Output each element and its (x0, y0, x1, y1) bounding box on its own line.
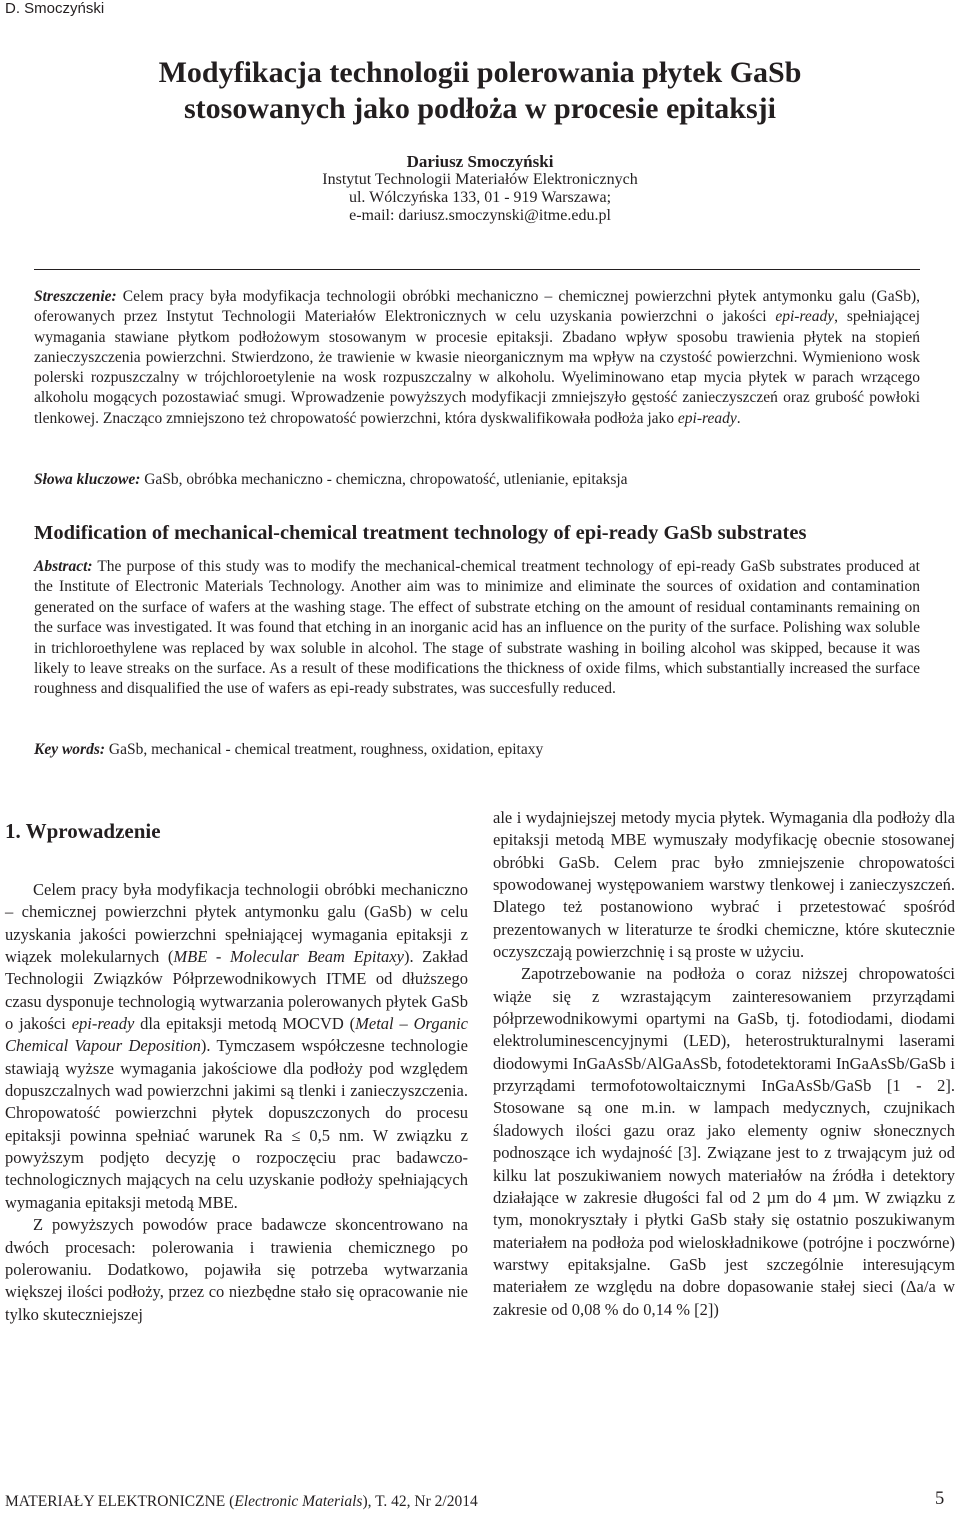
abstract-en (34, 557, 920, 700)
abstract-en-label: Abstract: (34, 558, 93, 575)
left-p1-text-b: ). Zakład Technologii Związków Półprzewodnikowych ITME od dłuższego czasu dysponuje technologią wytwarzania polerowanych płytek GaSb o jakości (5, 947, 468, 1034)
abstract-en-text: The purpose of this study was to modify the mechanical-chemical treatment technology of epi-ready GaSb substrates produced at the Institute of Electronic Materials Technology. Another aim was to minimize and eliminate the sources of oxidation and contamination generated on the surface of wafers at the washing stage. The effect of substrate etching on the amount of residual contaminants remaining on the surface was investigated. It was found that etching in an inorganic acid has an influence on the purity of the surface. Polishing wax soluble in trichloroethylene was replaced by wax soluble in alcohol. The stage of substrate washing in boiling alcohol was skipped, because it was likely to leave streaks on the surface. As a result of these modifications the thickness of oxide films, which substantially increased the surface roughness and disqualified the use of wafers as epi-ready substrates, was succesfully reduced. (34, 558, 920, 698)
left-p1-text-a: Celem pracy była modyfikacja technologii obróbki mechaniczno – chemicznej powierzchni płytek antymonku galu (GaSb) w celu uzyskania jakości powierzchni spełniającej wymagania epitaksji z wiązek molekularnych ( (5, 880, 468, 967)
keywords-pl-label: Słowa kluczowe: (34, 471, 141, 488)
abstract-pl-epi-ready-1: epi-ready (775, 308, 835, 326)
keywords-en-label: Key words: (34, 741, 106, 758)
left-column (5, 879, 468, 1326)
keywords-pl (34, 470, 920, 490)
journal-name-b: ), T. 42, Nr 2/2014 (362, 1493, 478, 1510)
keywords-en (34, 740, 920, 760)
page-title (40, 55, 920, 127)
keywords-en-text: GaSb, mechanical - chemical treatment, roughness, oxidation, epitaxy (105, 741, 544, 758)
author-institute: Instytut Technologii Materiałów Elektronicznych (322, 171, 638, 188)
left-p1-text-c: dla epitaksji metodą MOCVD ( (134, 1014, 356, 1034)
title-line-1: Modyfikacja technologii polerowania płytek GaSb (158, 56, 802, 89)
abstract-pl-text-2: , spełniającej wymagania stawiane płytkom podłożowym stosowanym w procesie epitaksji. Zbadano wpływ sposobu trawienia płytek na stopień zanieczyszczenia powierzchni. Stwierdzono, że trawienie w kwasie nieorganicznym ma wpływ na czystość powierzchni. Wymieniono wosk polerski rozpuszczalny w trójchloroetylenie na wosk rozpuszczalny w alkoholu. Wyeliminowano etap mycia płytek w parach wrzącego alkoholu mogących pozostawiać smugi. Wprowadzenie powyższych modyfikacji zmniejszyło gęstość zanieczyszczeń oraz grubość powłoki tlenkowej. Znacząco zmniejszono też chropowatość powierzchni, która dyskwalifikowała podłoża jako (34, 308, 920, 427)
right-paragraph-2: Zapotrzebowanie na podłoża o coraz niższej chropowatości wiąże się z wzrastającym zainteresowaniem przyrządami półprzewodnikowymi opartymi na GaSb, tj. fotodiodami, diodami elektroluminescencyjnymi (LED), heterostrukturalnymi laserami diodowymi InGaAsSb/AlGaAsSb, fotodetektorami InGaAsSb/GaSb i przyrządami termofotowoltaicznymi InGaAsSb/GaSb [1 - 2]. Stosowane są one m.in. w lampach medycznych, czujnikach śladowych ilości gazu oraz jako elementy ogniw słonecznych podnoszące ich wydajność [3]. Związane jest to z trwającym już od kilku lat poszukiwaniem nowych materiałów na źródła i detektory działające w zakresie długości fal od 2 µm do 4 µm. W związku z tym, monokryształy i płytki GaSb stały się ostatnio poszukiwanym materiałem na podłoża pod wieloskładnikowe (potrójne i poczwórne) warstwy epitaksjalne. GaSb jest szczególnie interesującym materiałem ze względu na dobre dopasowanie stałej sieci (Δa/a w zakresie od 0,08 % do 0,14 % [2]) (493, 964, 955, 1319)
left-paragraph-2: Z powyższych powodów prace badawcze skoncentrowano na dwóch procesach: polerowania i trawienia chemicznego po polerowaniu. Dodatkowo, pojawiła się potrzeba wytwarzania większej ilości podłoży, przez co niezbędne stało się opracowanie nie tylko skuteczniejszej (5, 1215, 468, 1324)
left-p1-epi-ready: epi-ready (71, 1014, 135, 1034)
abstract-pl-end: . (736, 409, 741, 427)
right-column (493, 807, 955, 1321)
left-paragraph-1 (5, 879, 468, 1214)
author-block (40, 153, 920, 225)
page-number: 5 (935, 1489, 945, 1509)
journal-name-a: MATERIAŁY ELEKTRONICZNE ( (5, 1493, 235, 1510)
keywords-pl-text: GaSb, obróbka mechaniczno - chemiczna, chropowatość, utlenianie, epitaksja (140, 471, 628, 488)
english-title: Modification of mechanical-chemical treatment technology of epi-ready GaSb substrates (34, 522, 807, 544)
journal-footer (5, 1493, 478, 1511)
journal-name-en: Electronic Materials (234, 1493, 363, 1510)
author-email: e-mail: dariusz.smoczynski@itme.edu.pl (349, 207, 611, 224)
section-heading: 1. Wprowadzenie (5, 819, 161, 843)
abstract-pl-epi-ready-2: epi-ready (677, 409, 737, 427)
abstract-pl-text-1: Celem pracy była modyfikacja technologii obróbki mechaniczno – chemicznej powierzchni płytek antymonku galu (GaSb), oferowanych przez Instytut Technologii Materiałów Elektronicznych w celu uzyskania powierzchni o jakości (34, 288, 920, 326)
abstract-pl (34, 287, 920, 429)
abstract-pl-label: Streszczenie: (34, 288, 117, 305)
section-divider (34, 269, 920, 270)
running-head: D. Smoczyński (5, 0, 105, 17)
left-p1-mbe: MBE - Molecular Beam Epitaxy (173, 947, 404, 967)
left-p1-mocvd: Metal – Organic Chemical Vapour Deposition (5, 1014, 468, 1056)
author-address: ul. Wólczyńska 133, 01 - 919 Warszawa; (348, 189, 612, 206)
author-name: Dariusz Smoczyński (406, 152, 554, 171)
title-line-2: stosowanych jako podłoża w procesie epitaksji (184, 92, 776, 125)
left-p1-text-d: ). Tymczasem współczesne technologie stawiają wyższe wymagania jakościowe dla podłoży pod względem dopuszczalnych wad powierzchni jakimi są tlenki i zanieczyszczenia. Chropowatość powierzchni płytek dopuszczonych do procesu epitaksji powinna spełniać warunek Ra ≤ 0,5 nm. W związku z powyższym podjęto decyzję o rozpoczęciu prac badawczo-technologicznych mających na celu uzyskanie podłoży spełniających wymagania epitaksji metodą MBE. (5, 1036, 468, 1212)
right-paragraph-1: ale i wydajniejszej metody mycia płytek. Wymagania dla podłoży dla epitaksji metodą MBE wymuszały modyfikację obecnie stosowanej obróbki GaSb. Celem prac było zmniejszenie chropowatości spowodowanej występowaniem warstwy tlenkowej i zanieczyszczeń. Dlatego też postanowiono wybrać i przetestować spośród prezentowanych w literaturze te środki chemiczne, które skutecznie oczyszczają powierzchnię i są proste w użyciu. (493, 808, 955, 962)
